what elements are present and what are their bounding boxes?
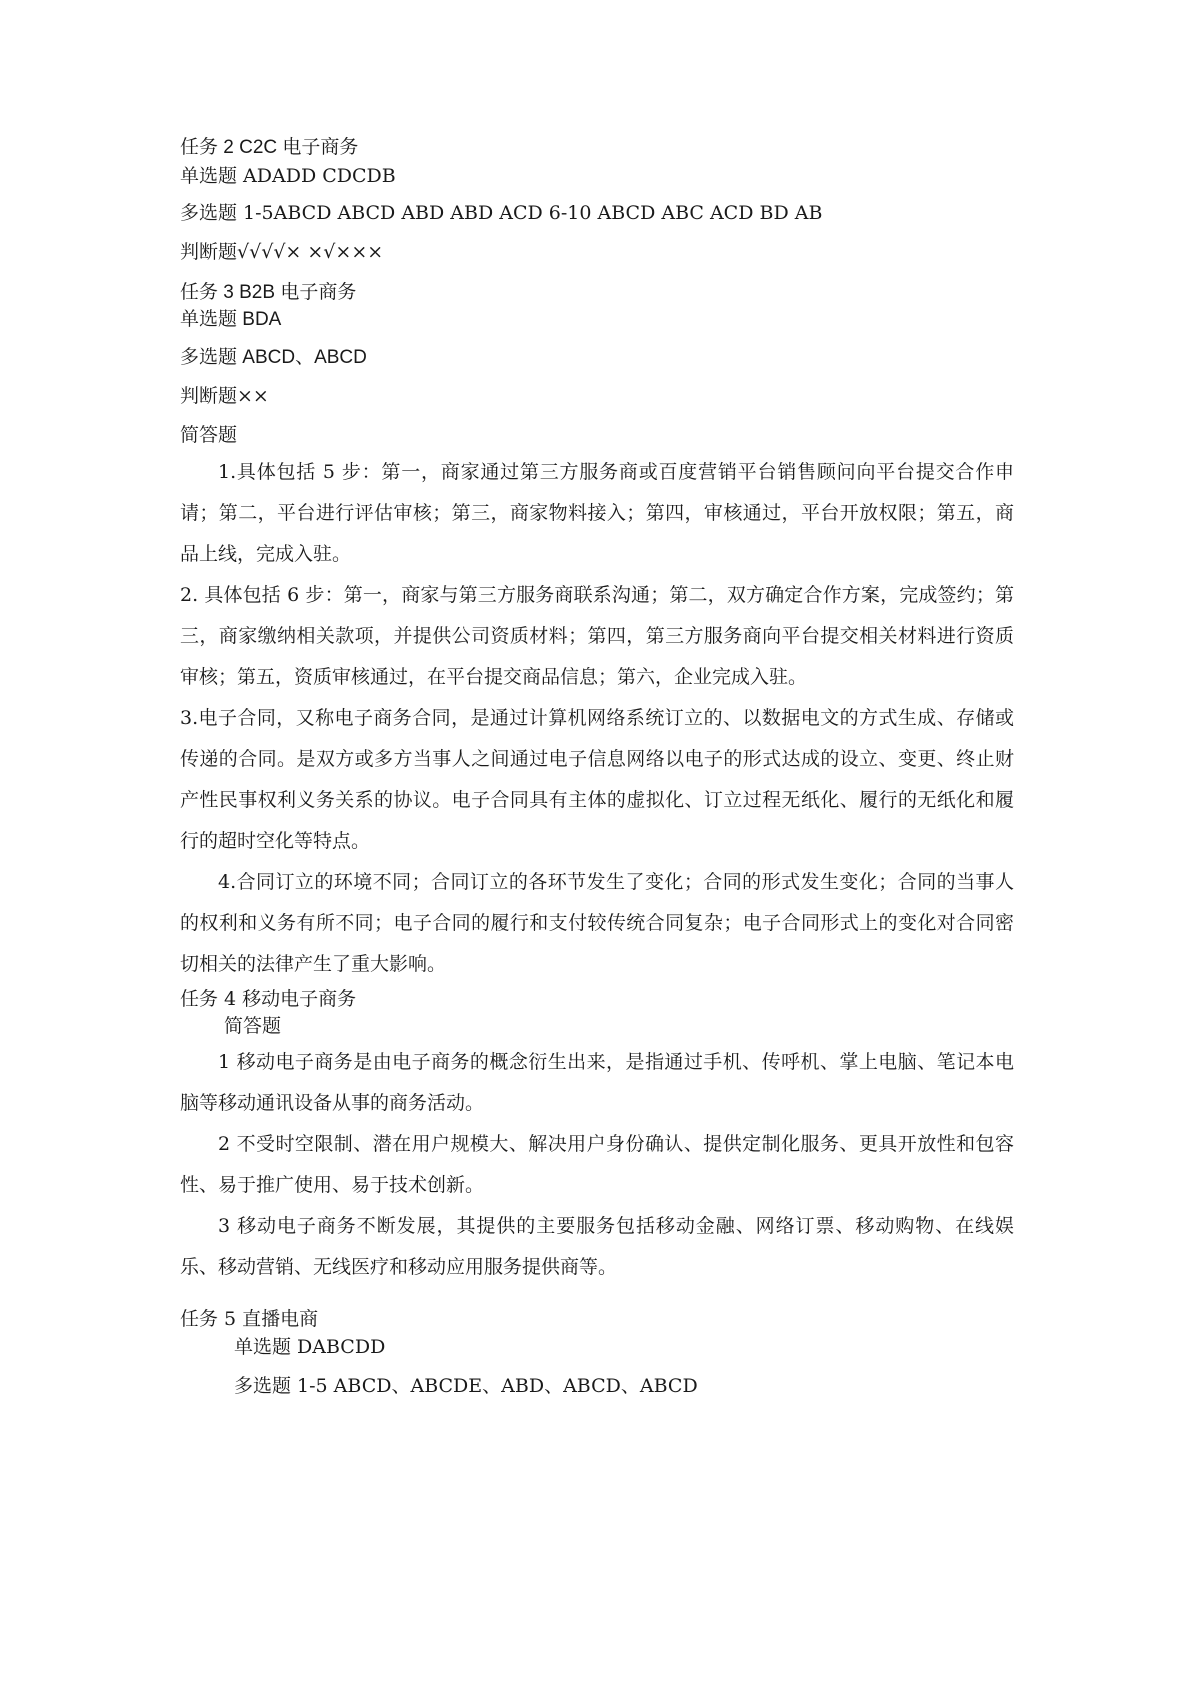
task3-answer-3: 3.电子合同，又称电子商务合同，是通过计算机网络系统订立的、以数据电文的方式生成、存储或传递的合同。是双方或多方当事人之间通过电子信息网络以电子的形式达成的设立、变更、终止财产性民事权利义务关系的协议。电子合同具有主体的虚拟化、订立过程无纸化、履行的无纸化和履行的超时空化等特点。 [180, 707, 1014, 852]
task3-answer-2: 2. 具体包括 6 步：第一，商家与第三方服务商联系沟通；第二，双方确定合作方案，完成签约；第三，商家缴纳相关款项，并提供公司资质材料；第四，第三方服务商向平台提交相关材料进行资质审核；第五，资质审核通过，在平台提交商品信息；第六，企业完成入驻。 [180, 584, 1014, 688]
task4-short-answer-title: 简答题 [224, 1015, 282, 1037]
task3-answer-4: 4.合同订立的环境不同；合同订立的各环节发生了变化；合同的形式发生变化；合同的当事人的权利和义务有所不同；电子合同的履行和支付较传统合同复杂；电子合同形式上的变化对合同密切相关的法律产生了重大影响。 [180, 871, 1014, 975]
task2-multi-choice: 多选题 1-5ABCD ABCD ABD ABD ACD 6-10 ABCD ABC ACD BD AB [180, 202, 823, 224]
task5-single-choice: 单选题 DABCDD [234, 1336, 386, 1358]
task3-heading: 任务 3 B2B 电子商务 [180, 282, 357, 303]
task3-multi-choice: 多选题 ABCD、ABCD [180, 347, 367, 368]
task3-short-answer-title: 简答题 [180, 424, 238, 446]
task5-multi-choice: 多选题 1-5 ABCD、ABCDE、ABD、ABCD、ABCD [234, 1375, 698, 1397]
task4-answer-3: 3 移动电子商务不断发展，其提供的主要服务包括移动金融、网络订票、移动购物、在线娱乐、移动营销、无线医疗和移动应用服务提供商等。 [180, 1215, 1014, 1278]
task2-single-choice: 单选题 ADADD CDCDB [180, 165, 396, 187]
task5-heading: 任务 5 直播电商 [180, 1308, 319, 1330]
task3-true-false: 判断题×× [180, 385, 269, 407]
task3-single-choice: 单选题 BDA [180, 309, 282, 330]
task4-heading: 任务 4 移动电子商务 [180, 988, 357, 1010]
task2-heading: 任务 2 C2C 电子商务 [180, 137, 359, 158]
task3-answer-1: 1.具体包括 5 步：第一，商家通过第三方服务商或百度营销平台销售顾问向平台提交合作申请；第二，平台进行评估审核；第三，商家物料接入；第四，审核通过，平台开放权限；第五，商品上线，完成入驻。 [180, 461, 1014, 565]
task4-answer-1: 1 移动电子商务是由电子商务的概念衍生出来，是指通过手机、传呼机、掌上电脑、笔记本电脑等移动通讯设备从事的商务活动。 [180, 1051, 1014, 1114]
task2-true-false: 判断题√√√√× ×√××× [180, 241, 384, 263]
task4-answer-2: 2 不受时空限制、潜在用户规模大、解决用户身份确认、提供定制化服务、更具开放性和包容性、易于推广使用、易于技术创新。 [180, 1133, 1014, 1196]
